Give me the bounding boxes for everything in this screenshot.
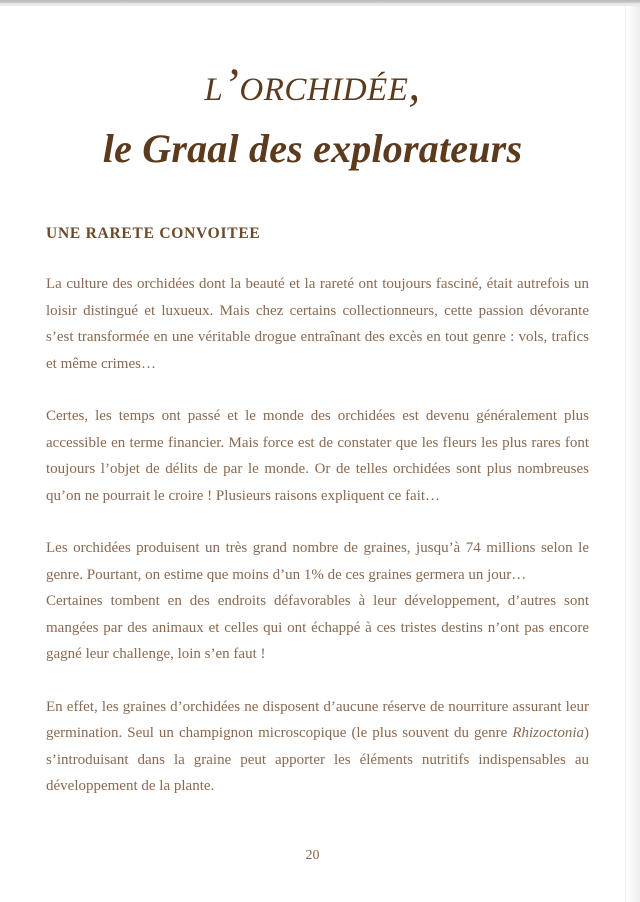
body-paragraph-2: Certes, les temps ont passé et le monde des orchidées est devenu généralement plus accessible en terme financier. Mais force est de constater que les fleurs les plus rares font toujours l’objet de délits de par le monde. Or de telles orchidées sont plus nombreuses qu’on ne pourrait le croire ! Plusieurs raisons expliquent ce fait… [46, 408, 589, 504]
page-number: 20 [305, 848, 320, 863]
body-paragraph-4: Certaines tombent en des endroits défavorables à leur développement, d’autres sont mangées par des animaux et celles qui ont échappé à ces tristes destins n’ont pas encore gagné leur challenge, loin s’en faut ! [46, 593, 589, 662]
section-heading: UNE RARETE CONVOITEE [46, 225, 261, 242]
body-paragraph-3: Les orchidées produisent un très grand nombre de graines, jusqu’à 74 millions selon le genre. Pourtant, on estime que moins d’un 1% de ces graines germera un jour… [46, 540, 589, 583]
body-text-block [46, 271, 589, 800]
page-title-line-1: l’orchidée, [204, 59, 421, 111]
page-right-edge-gutter [626, 6, 640, 902]
body-paragraph-5 [46, 694, 589, 800]
body-paragraph-5-part-1: En effet, les graines d’orchidées ne disposent d’aucune réserve de nourriture assurant leur germination. Seul un champignon microscopique (le plus souvent du genre [46, 698, 589, 741]
page-title-line-2: le Graal des explorateurs [102, 126, 523, 171]
body-paragraph-1: La culture des orchidées dont la beauté et la rareté ont toujours fasciné, était autrefois un loisir distingué et luxueux. Mais chez certains collectionneurs, cette passion dévorante s’est transformée en une véritable drogue entraînant des excès en tout genre : vols, trafics et même crimes… [46, 276, 589, 372]
body-paragraph-5-part-2: ) s’introduisant dans la graine peut apporter les éléments nutritifs indispensables au développement de la plante. [46, 725, 589, 794]
genus-name-italic: Rhizoctonia [512, 725, 584, 741]
page-content-area [0, 6, 625, 902]
page-title [0, 59, 625, 171]
